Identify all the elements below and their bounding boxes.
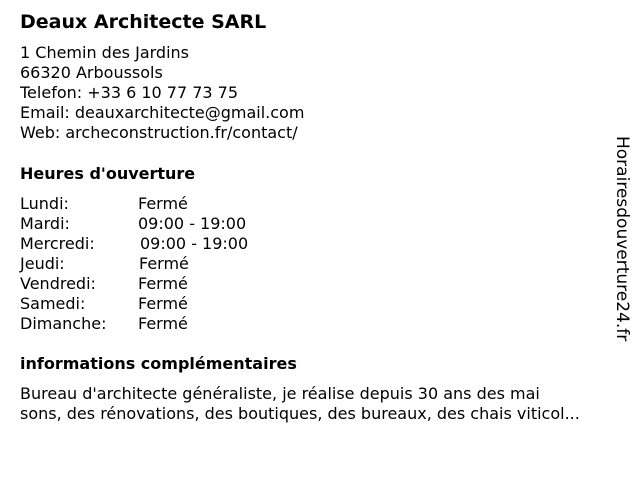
day-hours: Fermé xyxy=(138,294,188,313)
business-name: Deaux Architecte SARL xyxy=(20,11,267,33)
day-label: Dimanche: xyxy=(20,314,107,333)
day-hours: Fermé xyxy=(138,274,188,293)
day-hours: Fermé xyxy=(139,254,189,273)
day-label: Samedi: xyxy=(20,294,86,313)
site-watermark: Horairesdouverture24.fr xyxy=(612,136,632,342)
day-label: Mercredi: xyxy=(20,234,95,253)
description-line: sons, des rénovations, des boutiques, des bureaux, des chais viticol... xyxy=(20,404,580,423)
day-label: Vendredi: xyxy=(20,274,96,293)
website-url: Web: archeconstruction.fr/contact/ xyxy=(20,123,298,142)
description-line: Bureau d'architecte généraliste, je réalise depuis 30 ans des mai xyxy=(20,384,540,403)
opening-hours-heading: Heures d'ouverture xyxy=(20,164,196,183)
day-hours: Fermé xyxy=(138,314,188,333)
day-hours: 09:00 - 19:00 xyxy=(138,214,247,233)
business-description xyxy=(20,384,632,424)
email-address: Email: deauxarchitecte@gmail.com xyxy=(20,103,305,122)
additional-info-heading: informations complémentaires xyxy=(20,354,297,373)
day-label: Jeudi: xyxy=(20,254,65,273)
address-line-street: 1 Chemin des Jardins xyxy=(20,43,189,62)
address-line-city: 66320 Arboussols xyxy=(20,63,163,82)
day-hours: Fermé xyxy=(138,194,188,213)
contact-block xyxy=(20,43,304,143)
day-hours: 09:00 - 19:00 xyxy=(140,234,249,253)
day-label: Lundi: xyxy=(20,194,69,213)
day-label: Mardi: xyxy=(20,214,70,233)
phone-number: Telefon: +33 6 10 77 73 75 xyxy=(20,83,239,102)
